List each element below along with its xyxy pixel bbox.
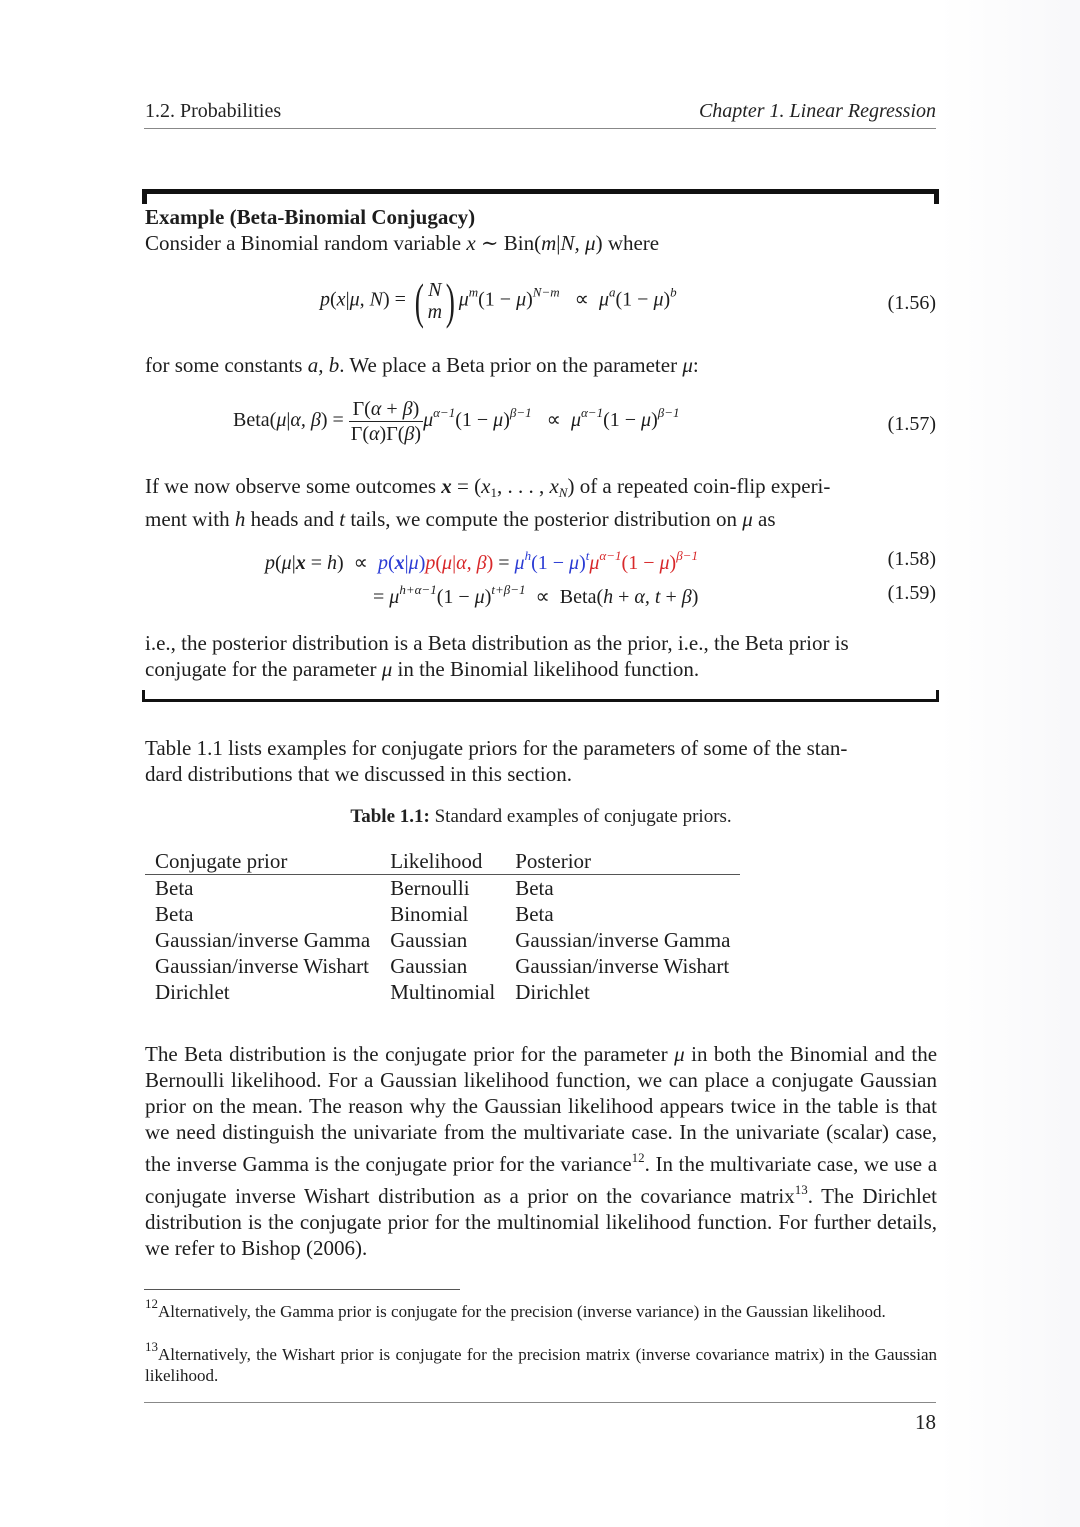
equation-number: (1.57) [887, 413, 936, 435]
table-cell: Gaussian [390, 953, 468, 978]
example-title: Example (Beta-Binomial Conjugacy) [145, 205, 476, 229]
text-segment: dard distributions that we discussed in this section. [145, 762, 572, 786]
table-caption [145, 806, 937, 828]
table-header-row [145, 848, 740, 875]
table-cell: Gaussian/inverse Gamma [515, 927, 731, 952]
text-segment: as [758, 507, 776, 531]
running-header-section: 1.2. Probabilities [145, 100, 282, 122]
text-segment: If we now observe some outcomes [145, 474, 437, 498]
text-segment: . We place a Beta prior on the parameter [339, 353, 678, 377]
table-cell: Gaussian/inverse Wishart [155, 953, 369, 978]
table-cell: Beta [515, 901, 554, 926]
table-header-cell: Likelihood [380, 848, 505, 875]
table-cell: Beta [155, 875, 194, 900]
table-cell: Bernoulli [390, 875, 470, 900]
table-header-cell: Conjugate prior [145, 848, 380, 875]
footnote-rule [144, 1289, 460, 1290]
text-segment: tails, we compute the posterior distribution on [350, 507, 737, 531]
example-intro-where: where [607, 231, 660, 255]
paragraph-conclusion: i.e., the posterior distribution is a Beta distribution as the prior, i.e., the Beta prior is conjugate for the parameter μ in the Binomial likelihood function. [145, 631, 849, 681]
table-cell: Multinomial [390, 979, 496, 1004]
table-cell: Dirichlet [155, 979, 230, 1004]
table-row [145, 927, 740, 953]
table-cell: Dirichlet [515, 979, 590, 1004]
example-frame-corner [142, 690, 145, 702]
equation-1-58: p(μ|x = h) ∝ p(x|μ)p(μ|α, $\beta) = \mu^h(1 - \mu)^t\mu^{\alpha-1}(1 - \mu)^{\beta-1}$ [265, 548, 698, 574]
equation-number: (1.58) [887, 548, 936, 570]
text-segment: in both the Binomial and the Bernoulli likelihood. For a Gaussian likelihood function, we can place a conjugate Gaussian prior on the mean. The reason why the Gaussian likelihood appears twice in the table is that we need distinguish the univariate from the multivariate case. In the univariate (scalar) case, the inverse Gamma is the conjugate prior for the variance [145, 1042, 938, 1176]
conjugate-priors-table [145, 848, 740, 1005]
text-segment: i.e., the posterior distribution is a Beta distribution as the prior, i.e., the Beta prior is [145, 631, 849, 655]
text-segment: The Beta distribution is the conjugate prior for the parameter [145, 1042, 668, 1066]
example-frame-top [142, 189, 939, 194]
header-rule [144, 128, 936, 129]
text-segment: for some constants [145, 353, 303, 377]
example-frame-corner [934, 189, 939, 204]
text-segment: . In the multivariate case, we use a conjugate inverse Wishart distribution as a prior on the covariance matrix [145, 1152, 938, 1208]
text-segment: ment with [145, 507, 230, 531]
footnote-text: Alternatively, the Gamma prior is conjugate for the precision (inverse variance) in the Gaussian likelihood. [158, 1302, 886, 1321]
text-segment: in the Binomial likelihood function. [397, 657, 700, 681]
table-row [145, 979, 740, 1005]
equation-1-57: Beta(μ|α, β) = $\frac{\Gamma(\alpha + \beta)}{\Gamma(\alpha)\Gamma(\beta)}$ $\mu^{\alpha-1}(1 - \mu)^{\beta-1} \propto \mu^{\alpha-1}(1 - \mu)^{\beta-1}$ [233, 398, 680, 445]
footnote-mark: 12 [145, 1296, 158, 1311]
text-segment: Table 1.1 lists examples for conjugate priors for the parameters of some of the stan- [145, 736, 848, 760]
footnote-mark: 13 [145, 1339, 158, 1354]
equation-number: (1.56) [887, 292, 936, 314]
example-intro-text: Consider a Binomial random variable [145, 231, 462, 255]
example-frame-bottom [142, 699, 939, 702]
footnote-ref[interactable]: 13 [794, 1182, 808, 1197]
table-cell: Gaussian [390, 927, 468, 952]
table-cell: Beta [515, 875, 554, 900]
page-number: 18 [915, 1410, 936, 1434]
footnote-12 [145, 1293, 937, 1322]
footnote-13 [145, 1336, 937, 1386]
example-frame-corner [936, 690, 939, 702]
table-header-cell: Posterior [505, 848, 740, 875]
table-cell: Binomial [390, 901, 469, 926]
paragraph-table-intro [145, 735, 937, 787]
equation-1-56: p(x|μ, N) = ( N m ) $\mu^m(1 - \mu)^{N-m} \propto \mu^a(1 - \mu)^b$ [320, 273, 677, 329]
table-cell: Gaussian/inverse Gamma [155, 927, 371, 952]
text-segment: heads and [250, 507, 334, 531]
example-intro: Consider a Binomial random variable x ∼ Bin(m|N, μ) where [145, 231, 660, 255]
running-header-chapter: Chapter 1. Linear Regression [698, 100, 936, 122]
paragraph-observations: If we now observe some outcomes $x = (x_1$, . . . , $x_N$) of a repeated coin-flip experi- ment with h heads and t tails, we compute the posterior distribution on μ as [145, 474, 831, 531]
footnote-ref[interactable]: 12 [631, 1150, 645, 1165]
text-segment: of a repeated coin-flip experi- [579, 474, 831, 498]
equation-number: (1.59) [887, 582, 936, 604]
equation-1-59: = $\mu^{h+\alpha-1}(1 - \mu)^{t+\beta-1}$ ∝ Beta(h + α, t + β) [373, 582, 699, 608]
paragraph-discussion: The Beta distribution is the conjugate prior for the parameter μ in both the Binomial and the Bernoulli likelihood. For a Gaussian likelihood function, we can place a conjugate Gaussian prior on the mean. The reason why the Gaussian likelihood appears twice in the table is that we need distinguish the univariate from the multivariate case. In the univariate (scalar) case, the inverse Gamma is the conjugate prior for the variance$^{12}$. In the multivariate case, we use a conjugate inverse Wishart distribution as a prior on the covariance matrix$^{13}$. The Dirichlet distribution is the conjugate prior for the multinomial likelihood function. For further details, we refer to Bishop (2006). [145, 1042, 938, 1260]
example-frame-corner [142, 189, 147, 204]
text-segment: conjugate for the parameter [145, 657, 377, 681]
table-cell: Beta [155, 901, 194, 926]
footer-rule [144, 1402, 936, 1403]
table-caption-text: Standard examples of conjugate priors. [434, 806, 732, 827]
table-caption-label: Table 1.1: [350, 806, 430, 827]
table-row [145, 875, 740, 902]
footnote-text: Alternatively, the Wishart prior is conjugate for the precision matrix (inverse covariance matrix) in the Gaussian likelihood. [145, 1345, 937, 1385]
paragraph-constants: for some constants a, b. We place a Beta prior on the parameter μ: [145, 353, 699, 377]
table-cell: Gaussian/inverse Wishart [515, 953, 730, 978]
text-segment: . The Dirichlet distribution is the conjugate prior for the multinomial likelihood function. For further details, we refer to Bishop (2006). [145, 1184, 937, 1260]
table-row [145, 953, 740, 979]
table-row [145, 901, 740, 927]
page-shade [940, 0, 1080, 1527]
